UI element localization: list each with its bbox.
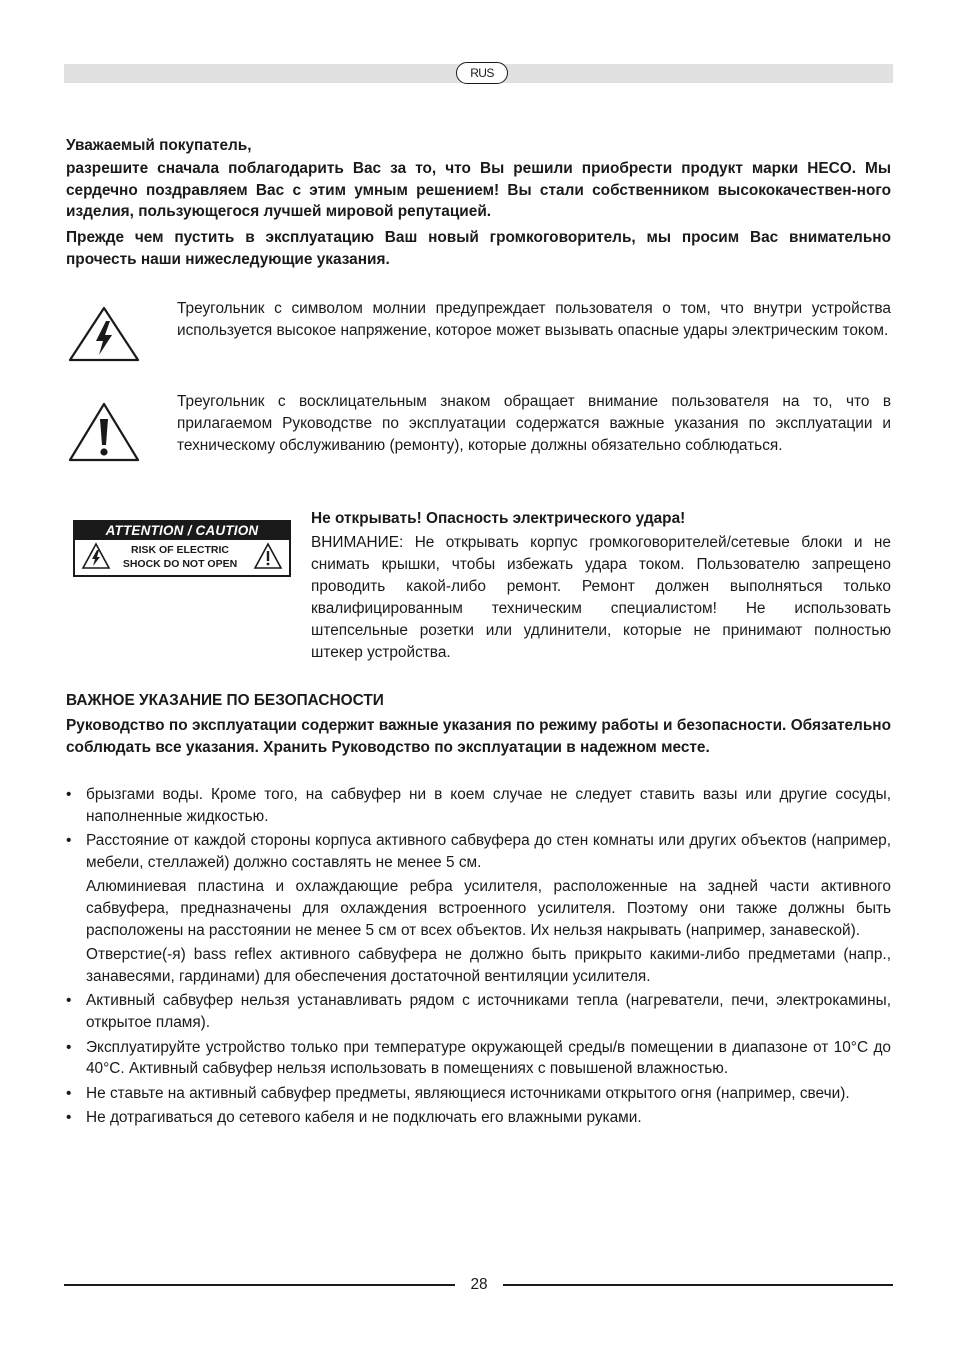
caution-heading: Не открывать! Опасность электрического удара!: [311, 510, 686, 527]
language-badge: RUS: [456, 62, 508, 84]
list-item: • Эксплуатируйте устройство только при температуре окружающей среды/в помещении в диапазоне от 10°C до 40°C. Активный сабвуфер нельзя использовать в помещениях с повышеной влажностью.: [66, 1038, 891, 1078]
bullet-icon: •: [66, 1038, 72, 1056]
safety-bullet-list: [66, 784, 891, 1132]
intro-thanks: разрешите сначала поблагодарить Вас за то, что Вы решили приобрести продукт марки HECO. Мы сердечно поздравляем Вас с этим умным решением! Вы стали собственником высококачествен-ного изделия, пользующегося лучшей мировой репутацией.: [66, 160, 891, 221]
bullet-icon: •: [66, 1109, 72, 1127]
list-item: • Не ставьте на активный сабвуфер предметы, являющиеся источниками открытого огня (например, свечи).: [66, 1083, 891, 1105]
exclamation-description: Треугольник с восклицательным знаком обращает внимание пользователя на то, что в прилагаемом Руководстве по эксплуатации содержатся важные указания по эксплуатации и техническому обслуживанию (ремонту), которые должны обязательно соблюдаться.: [177, 393, 891, 454]
bullet-icon: •: [66, 832, 72, 850]
safety-heading: ВАЖНОЕ УКАЗАНИЕ ПО БЕЗОПАСНОСТИ: [66, 692, 384, 709]
footer-divider-left: [64, 1284, 455, 1286]
exclamation-small-icon: [253, 542, 283, 575]
intro-request: Прежде чем пустить в эксплуатацию Ваш новый громкоговоритель, мы просим Вас внимательно прочесть наши нижеследующие указания.: [66, 229, 891, 268]
list-subparagraph: Алюминиевая пластина и охлаждающие ребра усилителя, расположенные на задней части активного сабвуфера, предназначены для охлаждения встроенного усилителя. Поэтому они также должны быть расположены на расстоянии не менее 5 см от всех объектов. Их нельзя накрывать (например, занавеской).: [86, 878, 891, 939]
caution-sticker: [73, 520, 291, 577]
caution-sticker-line2: SHOCK DO NOT OPEN: [122, 558, 238, 570]
bullet-icon: •: [66, 992, 72, 1010]
caution-text: ВНИМАНИЕ: Не открывать корпус громкоговорителей/сетевые блоки и не снимать крышки, чтобы избежать удара током. Пользователю запрещено проводить какой-либо ремонт. Ремонт должен выполняться только квалифицированным техническим специалистом! Не использовать штепсельные розетки или удлинители, которые не принимают полностью штекер устройства.: [311, 534, 891, 661]
list-item: • Активный сабвуфер нельзя устанавливать рядом с источниками тепла (нагреватели, печи, электрокамины, открытое пламя).: [66, 992, 891, 1031]
greeting: Уважаемый покупатель,: [66, 137, 252, 154]
page-number: 28: [470, 1276, 488, 1293]
list-item: • брызгами воды. Кроме того, на сабвуфер ни в коем случае не следует ставить вазы или другие сосуды, наполненные жидкостью.: [66, 786, 891, 825]
bullet-icon: •: [66, 786, 72, 803]
safety-lead: Руководство по эксплуатации содержит важные указания по режиму работы и безопасности. Обязательно соблюдать все указания. Хранить Руководство по эксплуатации в надежном месте.: [66, 717, 891, 756]
lightning-warning-icon: [68, 305, 140, 368]
caution-sticker-line1: RISK OF ELECTRIC: [130, 544, 229, 556]
bullet-icon: •: [66, 1084, 72, 1102]
lightning-small-icon: [81, 542, 111, 575]
footer-divider-right: [503, 1284, 893, 1286]
list-item: • Не дотрагиваться до сетевого кабеля и не подключать его влажными руками.: [66, 1107, 891, 1129]
lightning-description: Треугольник с символом молнии предупреждает пользователя о том, что внутри устройства используется высокое напряжение, которое может вызывать опасные удары электрическим током.: [177, 300, 891, 339]
exclamation-warning-icon: [68, 401, 140, 468]
list-subparagraph: Отверстие(-я) bass reflex активного сабвуфера не должно быть прикрыто какими-либо предметами (напр., занавесями, гардинами) для обеспечения достаточной вентиляции усилителя.: [86, 946, 891, 985]
list-item: • Расстояние от каждой стороны корпуса активного сабвуфера до стен комнаты или других объектов (например, мебели, стеллажей) должно составлять не менее 5 см.: [66, 832, 891, 871]
caution-sticker-title: ATTENTION / CAUTION: [75, 522, 289, 540]
